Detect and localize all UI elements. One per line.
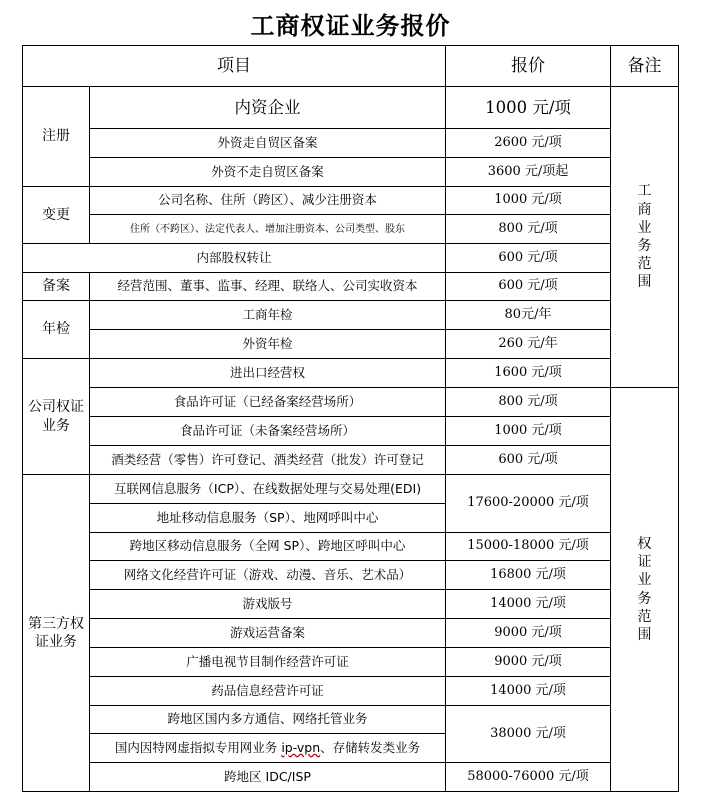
- table-row: [23, 359, 679, 388]
- header-row: [23, 46, 679, 87]
- table-row: [23, 87, 679, 129]
- price-cell: 260 元/年: [446, 330, 611, 359]
- table-row: [23, 158, 679, 187]
- note-char: 工: [637, 183, 652, 200]
- item-cell: 内资企业: [90, 87, 446, 129]
- note-char: 范: [637, 608, 652, 625]
- price-cell: 800 元/项: [446, 388, 611, 417]
- table-row: [23, 475, 679, 504]
- item-cell: 住所（不跨区）、法定代表人、增加注册资本、公司类型、股东: [90, 215, 446, 244]
- price-cell: 800 元/项: [446, 215, 611, 244]
- price-table: [22, 45, 679, 792]
- item-text-underlined: ip-vpn: [281, 739, 321, 755]
- item-cell: 经营范围、董事、监事、经理、联络人、公司实收资本: [90, 273, 446, 301]
- item-cell: 公司名称、住所（跨区）、减少注册资本: [90, 187, 446, 215]
- item-cell: 药品信息经营许可证: [90, 677, 446, 706]
- table-row: [23, 388, 679, 417]
- note-char: 范: [637, 256, 652, 273]
- item-cell: 游戏版号: [90, 590, 446, 619]
- group-license: 公司权证业务: [23, 359, 90, 475]
- header-item: 项目: [23, 46, 446, 87]
- item-cell: 酒类经营（零售）许可登记、酒类经营（批发）许可登记: [90, 446, 446, 475]
- note-char: 证: [637, 554, 652, 571]
- item-cell: 互联网信息服务（ICP）、在线数据处理与交易处理(EDI): [90, 475, 446, 504]
- note-business-scope: [611, 87, 679, 388]
- table-row: [23, 706, 679, 734]
- item-text-tail: 、存储转发类业务: [320, 739, 421, 755]
- table-row: [23, 590, 679, 619]
- header-price: 报价: [446, 46, 611, 87]
- page-title: 工商权证业务报价: [250, 12, 451, 40]
- item-cell: 外资年检: [90, 330, 446, 359]
- item-cell: 广播电视节目制作经营许可证: [90, 648, 446, 677]
- group-filing: 备案: [23, 273, 90, 301]
- item-cell: 地址移动信息服务（SP）、地网呼叫中心: [90, 504, 446, 533]
- note-char: 围: [637, 274, 652, 291]
- price-cell: 9000 元/项: [446, 619, 611, 648]
- note-char: 务: [637, 590, 652, 607]
- price-cell: 1000 元/项: [446, 417, 611, 446]
- item-cell: 工商年检: [90, 301, 446, 330]
- price-cell: 2600 元/项: [446, 129, 611, 158]
- table-row: [23, 619, 679, 648]
- item-cell: 外资走自贸区备案: [90, 129, 446, 158]
- table-row: [23, 187, 679, 215]
- note-char: 围: [637, 626, 652, 643]
- item-cell: 内部股权转让: [23, 244, 446, 273]
- table-row: [23, 677, 679, 706]
- item-text: 国内因特网虚指拟专用网业务: [114, 739, 282, 755]
- item-cell: 外资不走自贸区备案: [90, 158, 446, 187]
- table-row: [23, 648, 679, 677]
- price-cell: 38000 元/项: [446, 706, 611, 763]
- price-cell: 1600 元/项: [446, 359, 611, 388]
- item-cell: 食品许可证（已经备案经营场所）: [90, 388, 446, 417]
- price-cell: 600 元/项: [446, 446, 611, 475]
- price-cell: 1000 元/项: [446, 87, 611, 129]
- price-cell: 9000 元/项: [446, 648, 611, 677]
- table-row: [23, 763, 679, 792]
- price-cell: 14000 元/项: [446, 590, 611, 619]
- table-row: [23, 533, 679, 561]
- price-cell: 14000 元/项: [446, 677, 611, 706]
- table-row: [23, 561, 679, 590]
- note-char: 业: [637, 219, 652, 236]
- item-cell: 进出口经营权: [90, 359, 446, 388]
- note-char: 业: [637, 572, 652, 589]
- table-row: [23, 215, 679, 244]
- price-cell: 17600-20000 元/项: [446, 475, 611, 533]
- header-note: 备注: [611, 46, 679, 87]
- group-change: 变更: [23, 187, 90, 244]
- table-row: [23, 301, 679, 330]
- price-cell: 80元/年: [446, 301, 611, 330]
- price-cell: 600 元/项: [446, 273, 611, 301]
- item-cell: 网络文化经营许可证（游戏、动漫、音乐、艺术品）: [90, 561, 446, 590]
- item-cell: [90, 734, 446, 763]
- table-row: [23, 129, 679, 158]
- price-cell: 600 元/项: [446, 244, 611, 273]
- group-annual: 年检: [23, 301, 90, 359]
- price-cell: 15000-18000 元/项: [446, 533, 611, 561]
- price-cell: 16800 元/项: [446, 561, 611, 590]
- note-char: 商: [637, 201, 652, 218]
- item-cell: 游戏运营备案: [90, 619, 446, 648]
- item-cell: 跨地区 IDC/ISP: [90, 763, 446, 792]
- note-char: 务: [637, 238, 652, 254]
- item-cell: 食品许可证（未备案经营场所）: [90, 417, 446, 446]
- item-cell: 跨地区国内多方通信、网络托管业务: [90, 706, 446, 734]
- table-row: [23, 273, 679, 301]
- table-row: [23, 330, 679, 359]
- price-cell: 3600 元/项起: [446, 158, 611, 187]
- table-row: [23, 446, 679, 475]
- note-char: 权: [637, 535, 652, 552]
- table-row: [23, 244, 679, 273]
- table-row: [23, 417, 679, 446]
- group-register: 注册: [23, 87, 90, 187]
- item-cell: 跨地区移动信息服务（全网 SP）、跨地区呼叫中心: [90, 533, 446, 561]
- group-third-party: 第三方权证业务: [23, 475, 90, 792]
- price-cell: 58000-76000 元/项: [446, 763, 611, 792]
- price-cell: 1000 元/项: [446, 187, 611, 215]
- note-license-scope: [611, 388, 679, 792]
